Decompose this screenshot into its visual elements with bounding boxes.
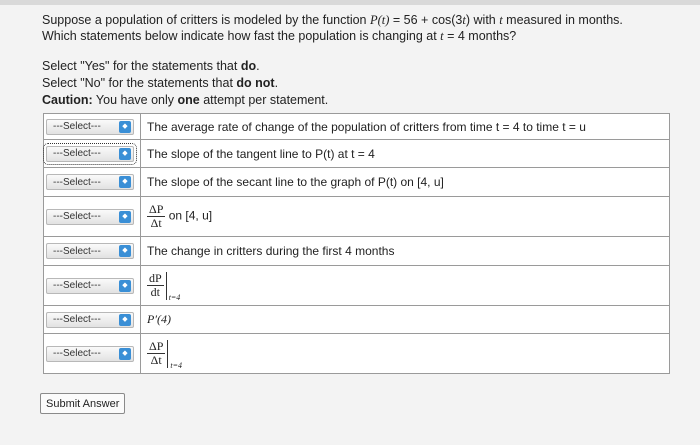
select-cell: [44, 197, 141, 237]
top-divider: [0, 0, 700, 5]
time-variable: t: [499, 13, 503, 27]
fraction-denominator: Δt: [150, 216, 162, 230]
chevron-updown-icon: ◆: [119, 348, 131, 360]
question-text: [42, 12, 682, 44]
statement-cell: [141, 168, 670, 197]
function-equation: = 56 + cos(3: [389, 13, 463, 27]
select-label: ---Select---: [53, 280, 101, 292]
select-cell: [44, 237, 141, 266]
select-label: ---Select---: [53, 314, 101, 326]
answer-select[interactable]: [46, 346, 134, 362]
instruction-emphasis: do not: [236, 76, 275, 90]
statement-row: [44, 197, 670, 237]
instruction-text: Select "No" for the statements that: [42, 76, 237, 90]
fraction: [147, 203, 165, 230]
chevron-updown-icon: ◆: [119, 121, 131, 133]
select-cell: [44, 140, 141, 168]
instruction-emphasis: do: [240, 59, 257, 73]
statement-row: [44, 334, 670, 374]
statement-cell: [141, 266, 670, 306]
fraction-denominator: dt: [150, 285, 161, 299]
statement-text: The slope of the secant line to the graph of P(t) on [4, u]: [147, 175, 444, 189]
question-line1-part: measured in months.: [502, 13, 623, 27]
answer-select[interactable]: [46, 209, 134, 225]
function-name: P(t): [369, 13, 390, 27]
fraction: [147, 272, 164, 299]
statement-row: [44, 114, 670, 140]
evaluation-bar: [166, 272, 189, 300]
chevron-updown-icon: ◆: [119, 211, 131, 223]
statement-row: [44, 266, 670, 306]
instruction-text: attempt per statement.: [199, 93, 329, 107]
select-label: ---Select---: [53, 121, 101, 133]
statement-cell: [141, 197, 670, 237]
statements-table: [43, 113, 670, 374]
answer-select[interactable]: [46, 278, 134, 294]
select-cell: [44, 114, 141, 140]
answer-select[interactable]: [46, 243, 134, 259]
select-label: ---Select---: [53, 211, 101, 223]
select-cell: [44, 334, 141, 374]
statement-text: The change in critters during the first 4 months: [147, 244, 395, 258]
instruction-text: You have only: [92, 93, 178, 107]
statement-row: [44, 140, 670, 168]
answer-select[interactable]: [46, 312, 134, 328]
evaluation-subscript: t=4: [168, 292, 181, 302]
caution-label: Caution:: [42, 93, 93, 107]
statement-cell: [141, 334, 670, 374]
answer-select[interactable]: [46, 146, 134, 162]
question-line2-part: = 4 months?: [443, 29, 517, 43]
statement-row: [44, 237, 670, 266]
chevron-updown-icon: ◆: [119, 314, 131, 326]
select-cell: [44, 266, 141, 306]
question-line2-part: Which statements below indicate how fast the population is changing at: [42, 29, 441, 43]
select-label: ---Select---: [53, 176, 101, 188]
select-label: ---Select---: [53, 148, 101, 160]
question-line1-part: ) with: [465, 13, 500, 27]
fraction-numerator: ΔP: [149, 202, 164, 216]
statement-text: on [4, u]: [165, 208, 213, 223]
function-variable: t: [462, 13, 466, 27]
statement-row: [44, 306, 670, 334]
fraction: [147, 340, 165, 367]
time-variable: t: [440, 29, 444, 43]
evaluation-subscript: t=4: [170, 360, 183, 370]
chevron-updown-icon: ◆: [119, 245, 131, 257]
fraction-denominator: Δt: [150, 353, 162, 367]
answer-select[interactable]: [46, 119, 134, 135]
select-cell: [44, 306, 141, 334]
select-label: ---Select---: [53, 245, 101, 257]
statement-text: P′(4): [147, 312, 171, 326]
select-cell: [44, 168, 141, 197]
chevron-updown-icon: ◆: [119, 148, 131, 160]
evaluation-bar: [167, 340, 190, 368]
fraction-numerator: dP: [149, 271, 162, 285]
fraction-numerator: ΔP: [149, 339, 164, 353]
question-line1-part: Suppose a population of critters is modeled by the function: [42, 13, 370, 27]
statement-cell: [141, 140, 670, 168]
select-label: ---Select---: [53, 348, 101, 360]
submit-answer-button[interactable]: Submit Answer: [40, 393, 125, 414]
instruction-text: .: [274, 76, 279, 90]
statement-text: The average rate of change of the population of critters from time t = 4 to time t = u: [147, 119, 586, 134]
instruction-text: Select "Yes" for the statements that: [42, 59, 241, 73]
statement-row: [44, 168, 670, 197]
instruction-emphasis: one: [177, 93, 200, 107]
chevron-updown-icon: ◆: [119, 280, 131, 292]
statement-text: The slope of the tangent line to P(t) at t = 4: [147, 146, 375, 161]
statement-cell: [141, 237, 670, 266]
statement-cell: [141, 114, 670, 140]
answer-select[interactable]: [46, 174, 134, 190]
instructions: [42, 58, 328, 109]
statement-cell: [141, 306, 670, 334]
chevron-updown-icon: ◆: [119, 176, 131, 188]
instruction-text: .: [256, 59, 260, 73]
